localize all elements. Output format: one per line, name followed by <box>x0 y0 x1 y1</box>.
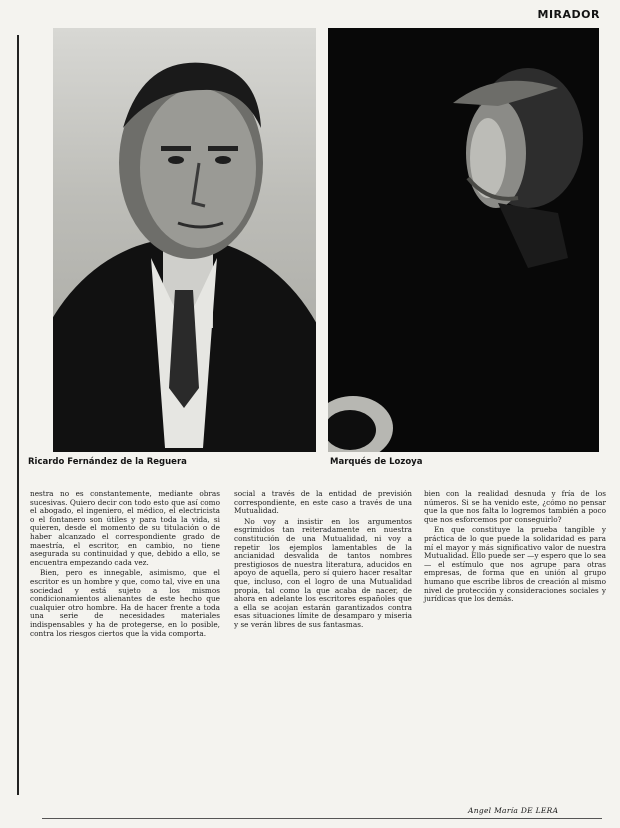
article-body <box>30 490 606 810</box>
article-column-2 <box>234 490 412 632</box>
paragraph: Bien, pero es innegable, asimismo, que el escritor es un hombre y que, como tal, vive en una sociedad y está sujeto a los mismos condicionamientos alienantes de este hecho que cualquier otro hombre. Ha de hacer frente a toda una serie de necesidades materiales indispensables y ha de protegerse, en lo posible, contra los riesgos ciertos que la vida comporta. <box>30 568 220 638</box>
author-signature: Angel María DE LERA <box>468 806 559 815</box>
paragraph: nestra no es constantemente, mediante obras sucesivas. Quiero decir con todo esto que así como el abogado, el ingeniero, el médico, el electricista o el fontanero son útiles y para toda la vida, si quieren, desde el momento de su titulación o de haber alcanzado el correspondiente grado de maestría, el escritor, en cambio, no tiene asegurada su continuidad y que, debido a ello, se encuentra empezando cada vez. <box>30 489 220 567</box>
left-margin-rule <box>17 35 19 795</box>
portrait-photo-left <box>53 28 316 452</box>
portrait-photo-right <box>328 28 599 452</box>
paragraph: bien con la realidad desnuda y fría de los números. Si se ha venido este, ¿cómo no pensar que la que nos falta lo logremos también a poco que nos esforcemos por conseguirlo? <box>424 489 606 524</box>
article-column-3 <box>424 490 606 606</box>
paragraph: No voy a insistir en los argumentos esgrimidos tan reiteradamente en nuestra constitución de una Mutualidad, ni voy a repetir los ejemplos lamentables de la ancianidad desvalida de tantos nombres prestigiosos de nuestra literatura, aducidos en apoyo de aquella, pero sí quiero hacer resaltar que, incluso, con el logro de una Mutualidad propia, tal como la que acaba de nacer, de ahora en adelante los escritores españoles que a ella se acojan estarán garantizados contra esas situaciones límite de desamparo y miseria y se verán libres de sus fantasmas. <box>234 516 412 629</box>
paragraph: En que constituye la prueba tangible y práctica de lo que puede la solidaridad es para mí el mayor y más significativo valor de nuestra Mutualidad. Ello puede ser —y espero que lo sea— el estímulo que nos agrupe para otras empresas, de forma que en unión al grupo humano que escribe libros de creación al mismo nivel de protección y consideraciones sociales y jurídicas que los demás. <box>424 525 606 604</box>
portrait-right-illustration <box>328 28 599 452</box>
paragraph: social a través de la entidad de previsión correspondiente, en este caso a través de una Mutualidad. <box>234 489 412 516</box>
section-header: MIRADOR <box>537 8 600 21</box>
footer-rule <box>42 818 602 819</box>
portrait-left-illustration <box>53 28 316 452</box>
article-column-1 <box>30 490 220 640</box>
photo-caption-right: Marqués de Lozoya <box>330 457 423 467</box>
photo-caption-left: Ricardo Fernández de la Reguera <box>28 457 187 467</box>
